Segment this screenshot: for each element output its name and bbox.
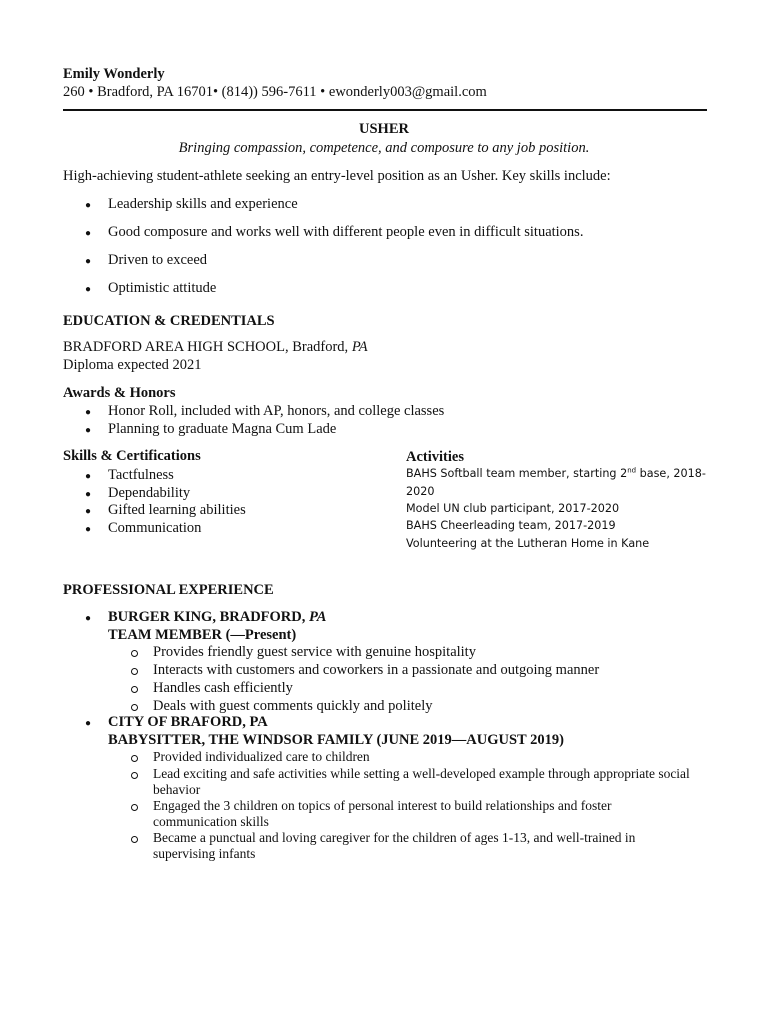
bullet-icon: ●	[85, 200, 92, 211]
activities-heading: Activities	[406, 449, 464, 465]
bullet-icon: ●	[85, 489, 92, 500]
bullet-icon: ●	[85, 471, 92, 482]
sub-bullet-icon	[131, 650, 138, 657]
sub-bullet-icon	[131, 772, 138, 779]
duty-item: Engaged the 3 children on topics of personal interest to build relationships and foster	[153, 798, 612, 813]
objective-intro: High-achieving student-athlete seeking an entry-level position as an Usher. Key skills include:	[63, 168, 611, 184]
duty-item: Lead exciting and safe activities while setting a well-developed example through appropriate social	[153, 766, 690, 781]
job-employer	[108, 609, 326, 626]
skill-cert-item: Tactfulness	[108, 467, 174, 483]
duty-item: Deals with guest comments quickly and politely	[153, 698, 433, 714]
employer-text: BURGER KING, BRADFORD,	[108, 609, 309, 625]
bullet-icon: ●	[85, 256, 92, 267]
contact-line: 260 • Bradford, PA 16701• (814)) 596-7611 • ewonderly003@gmail.com	[63, 84, 487, 100]
key-skill-item: Optimistic attitude	[108, 280, 217, 296]
key-skill-item: Driven to exceed	[108, 252, 208, 268]
bullet-icon: ●	[85, 718, 92, 729]
activity-text: BAHS Softball team member, starting 2	[406, 467, 628, 480]
duty-item-cont: behavior	[153, 782, 201, 797]
key-skill-item: Good composure and works well with different people even in difficult situations.	[108, 224, 584, 240]
sub-bullet-icon	[131, 704, 138, 711]
employer-state: PA	[309, 609, 327, 625]
activity-item: Model UN club participant, 2017-2020	[406, 502, 620, 515]
duty-item: Interacts with customers and coworkers in a passionate and outgoing manner	[153, 662, 600, 678]
key-skill-item: Leadership skills and experience	[108, 196, 298, 212]
duty-item: Provides friendly guest service with genuine hospitality	[153, 644, 476, 660]
sub-bullet-icon	[131, 755, 138, 762]
duty-item-cont: supervising infants	[153, 846, 256, 861]
duty-item: Handles cash efficiently	[153, 680, 293, 696]
school-name	[63, 339, 368, 356]
award-item: Honor Roll, included with AP, honors, and college classes	[108, 403, 445, 419]
bullet-icon: ●	[85, 506, 92, 517]
bullet-icon: ●	[85, 613, 92, 624]
bullet-icon: ●	[85, 228, 92, 239]
candidate-name: Emily Wonderly	[63, 66, 165, 82]
skills-certs-heading: Skills & Certifications	[63, 448, 201, 464]
award-item: Planning to graduate Magna Cum Lade	[108, 421, 337, 437]
activity-item: Volunteering at the Lutheran Home in Kane	[406, 537, 650, 550]
school-text: BRADFORD AREA HIGH SCHOOL, Bradford,	[63, 339, 352, 355]
job-employer: CITY OF BRAFORD, PA	[108, 714, 268, 730]
activity-item	[406, 467, 706, 480]
skill-cert-item: Communication	[108, 520, 202, 536]
ordinal-suffix: nd	[627, 466, 637, 475]
position-title: USHER	[359, 121, 409, 137]
diploma-line: Diploma expected 2021	[63, 357, 202, 373]
experience-heading: PROFESSIONAL EXPERIENCE	[63, 582, 274, 598]
activity-text: base, 2018-	[636, 467, 706, 480]
activity-item-cont: 2020	[406, 485, 435, 498]
bullet-icon: ●	[85, 425, 92, 436]
header-divider	[63, 109, 707, 111]
bullet-icon: ●	[85, 524, 92, 535]
sub-bullet-icon	[131, 836, 138, 843]
duty-item-cont: communication skills	[153, 814, 269, 829]
bullet-icon: ●	[85, 407, 92, 418]
job-role: BABYSITTER, THE WINDSOR FAMILY (JUNE 2019—AUGUST 2019)	[108, 732, 564, 748]
education-heading: EDUCATION & CREDENTIALS	[63, 313, 275, 329]
sub-bullet-icon	[131, 804, 138, 811]
skill-cert-item: Dependability	[108, 485, 191, 501]
duty-item: Provided individualized care to children	[153, 749, 370, 764]
tagline: Bringing compassion, competence, and composure to any job position.	[178, 140, 590, 156]
bullet-icon: ●	[85, 284, 92, 295]
activity-item: BAHS Cheerleading team, 2017-2019	[406, 519, 616, 532]
sub-bullet-icon	[131, 668, 138, 675]
school-state: PA	[351, 339, 368, 355]
sub-bullet-icon	[131, 686, 138, 693]
duty-item: Became a punctual and loving caregiver for the children of ages 1-13, and well-trained in	[153, 830, 636, 845]
skill-cert-item: Gifted learning abilities	[108, 502, 246, 518]
awards-heading: Awards & Honors	[63, 385, 176, 401]
job-role: TEAM MEMBER (—Present)	[108, 627, 297, 643]
